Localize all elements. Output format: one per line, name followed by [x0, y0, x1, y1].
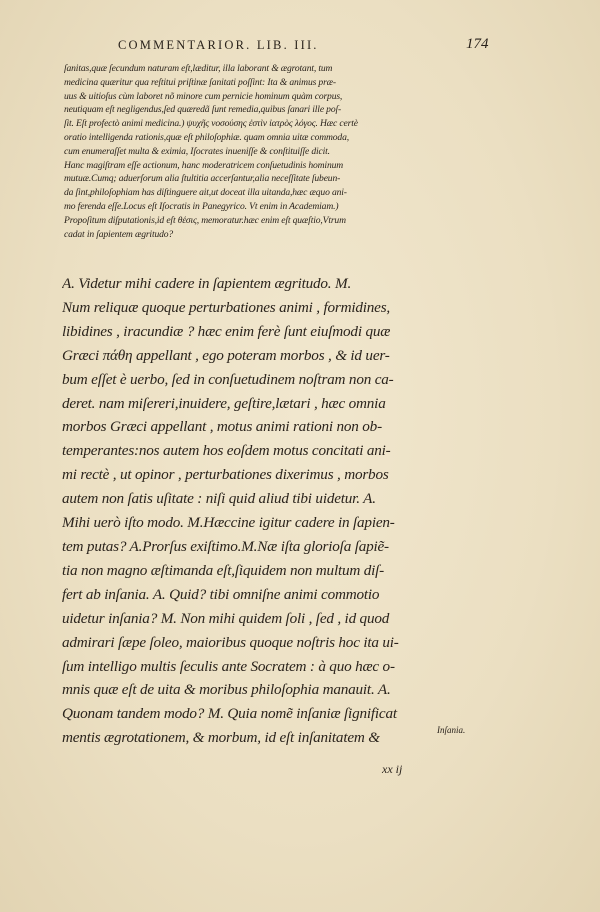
main-text-line: mnis quæ eſt de uita & moribus philoſophia manauit. A.	[62, 681, 391, 699]
main-text-line: uidetur inſania? M. Non mihi quidem ſoli , ſed , id quod	[62, 609, 390, 627]
main-text-line: Num reliquæ quoque perturbationes animi , formidines,	[62, 298, 391, 316]
main-text-line: A. Videtur mihi cadere in ſapientem ægritudo. M.	[62, 275, 352, 292]
marginal-note: Inſania.	[437, 725, 466, 735]
commentary-line: ſit. Eſt profectò animi medicina.) ψυχῆς νοσούσης ἐστὶν ἰατρὸς λόγος. Hæc certè	[64, 118, 358, 130]
commentary-line: ſanitas,quæ ſecundum naturam eſt,læditur, illa laborant & ægrotant, tum	[64, 63, 333, 74]
commentary-line: mo ferenda eſſe.Locus eſt Iſocratis in Panegyrico. Vt enim in Academiam.)	[64, 200, 339, 212]
commentary-line: oratio intelligenda rationis,quæ eſt philoſophiæ. quam omnia uitæ commoda,	[64, 131, 349, 143]
commentary-line: da ſint,philoſophiam has diſtinguere ait,ut doceat illa uitanda,hæc æquo ani-	[64, 187, 347, 199]
main-text-line: deret. nam miſereri,inuidere, geſtire,lætari , hæc omnia	[62, 394, 386, 412]
main-text-line: autem non ſatis uſitate : niſi quid aliud tibi uidetur. A.	[62, 490, 376, 508]
main-text-block	[62, 272, 448, 750]
main-text-line: Græci πάθη appellant , ego poteram morbos , & id uer-	[62, 346, 390, 364]
commentary-line: neutiquam eſt negligendus,ſed quæredã ſunt remedia,quibus ſanari ille poſ-	[64, 104, 342, 116]
main-text-line: morbos Græci appellant , motus animi rationi non ob-	[62, 418, 382, 436]
main-text-line: ſum intelligo multis ſeculis ante Socratem : à quo hæc o-	[62, 657, 395, 675]
main-text-line: libidines , iracundiæ ? hæc enim ferè ſunt eiuſmodi quæ	[62, 322, 391, 340]
main-text-line: mi rectè , ut opinor , perturbationes dixerimus , morbos	[62, 466, 389, 484]
main-text-line: Quonam tandem modo? M. Quia nomẽ inſaniæ ſignificat	[62, 705, 397, 723]
main-text-line: tem putas? A.Prorſus exiſtimo.M.Næ iſta glorioſa ſapiẽ-	[62, 537, 389, 555]
commentary-line: Hanc magiſtram eſſe actionum, hanc moderatricem conſuetudinis hominum	[64, 159, 344, 171]
main-text-line: bum eſſet è uerbo, ſed in conſuetudinem noſtram non ca-	[62, 370, 394, 388]
commentary-line: uus & uitioſus cùm laboret nõ minore cum pernicie hominum quàm corpus,	[64, 90, 343, 102]
running-head: COMMENTARIOR. LIB. III.	[118, 38, 319, 52]
main-text-line: fert ab inſania. A. Quid? tibi omniſne animi commotio	[62, 585, 380, 603]
main-text-line: mentis ægrotationem, & morbum, id eſt inſanitatem &	[62, 729, 380, 747]
main-text-line: temperantes:nos autem hos eoſdem motus concitati ani-	[62, 442, 391, 460]
commentary-line: cadat in ſapientem ægritudo?	[64, 228, 174, 240]
commentary-line: Propoſitum diſputationis,id eſt θέσις, memoratur.hæc enim eſt quæſtio,Vtrum	[64, 214, 346, 226]
page-number: 174	[466, 36, 489, 52]
commentary-line: medicina quæritur qua reſtitui priſtinæ ſanitati poſſint: Ita & animus præ-	[64, 76, 336, 88]
main-text-line: Mihi uerò iſto modo. M.Hæccine igitur cadere in ſapien-	[62, 514, 395, 532]
signature-mark: xx ij	[382, 762, 403, 776]
commentary-line: mutuæ.Cumq; aduerſorum alia ſtultitia accerſantur,alia neceſſitate ſubeun-	[64, 173, 341, 185]
commentary-block	[64, 62, 444, 241]
commentary-line: cum enumeraſſet multa & eximia, Iſocrates inueniſſe & conſtituiſſe dicit.	[64, 145, 330, 157]
main-text-line: tia non magno æſtimanda eſt,ſiquidem non multum diſ-	[62, 561, 385, 579]
main-text-line: admirari ſæpe ſoleo, maioribus quoque noſtris hoc ita ui-	[62, 633, 399, 651]
